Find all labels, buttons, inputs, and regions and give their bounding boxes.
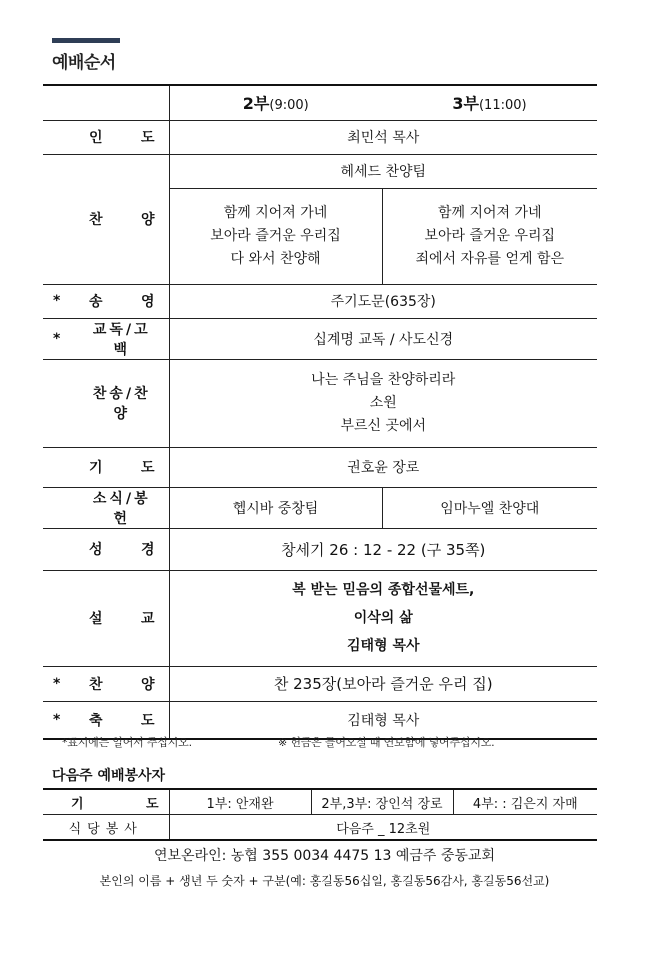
row-benediction: * 축 도 김태형 목사 — [43, 701, 597, 739]
invocation-value: 최민석 목사 — [169, 120, 597, 154]
row-sermon: 설 교 복 받는 믿음의 종합선물세트, 이삭의 삶 김태형 목사 — [43, 570, 597, 666]
next-week-title: 다음주 예배봉사자 — [52, 768, 166, 784]
praise-songs-2: 함께 지어져 가네 보아라 즐거운 우리집 다 와서 찬양해 — [169, 188, 382, 284]
row-praise-team: 찬 양 헤세드 찬양팀 — [43, 154, 597, 188]
praise-team: 헤세드 찬양팀 — [169, 154, 597, 188]
closing-hymn-value: 찬 235장(보아라 즐거운 우리 집) — [169, 666, 597, 701]
row-invocation: 인 도 최민석 목사 — [43, 120, 597, 154]
prayer-value: 권호윤 장로 — [169, 447, 597, 487]
next-prayer-4: 4부: : 김은지 자매 — [453, 789, 597, 815]
row-closing-hymn: * 찬 양 찬 235장(보아라 즐거운 우리 집) — [43, 666, 597, 701]
offering-value-2: 헵시바 중창팀 — [169, 487, 382, 528]
stand-note: *표시에는 일어서 주십시오. — [62, 736, 192, 749]
preacher: 김태형 목사 — [347, 638, 420, 654]
next-meal-row — [43, 815, 597, 841]
next-prayer-row: 기 도 1부: 안재완 2부,3부: 장인석 장로 4부: : 김은지 자매 — [43, 789, 597, 815]
sermon-title: 복 받는 믿음의 종합선물세트, 이삭의 삶 김태형 목사 — [169, 570, 597, 666]
benediction-value: 김태형 목사 — [169, 701, 597, 739]
row-prayer: 기 도 권호윤 장로 — [43, 447, 597, 487]
scripture-value: 창세기 26 : 12 - 22 (구 35쪽) — [169, 528, 597, 570]
row-creed: * 교독/고백 십계명 교독 / 사도신경 — [43, 318, 597, 359]
service-header-row — [43, 85, 597, 120]
offering-value-3: 임마누엘 찬양대 — [382, 487, 597, 528]
hymn-lines: 나는 주님을 찬양하리라 소원 부르신 곳에서 — [169, 359, 597, 447]
worship-order-table — [43, 84, 597, 740]
row-hymn: 찬송/찬양 나는 주님을 찬양하리라 소원 부르신 곳에서 — [43, 359, 597, 447]
meal-value: 다음주 _ 12초원 — [169, 815, 597, 841]
header-bar — [52, 38, 120, 43]
section-title: 예배순서 — [52, 53, 116, 73]
next-prayer-1: 1부: 안재완 — [169, 789, 311, 815]
next-week-table — [43, 788, 597, 841]
row-scripture: 성 경 창세기 26 : 12 - 22 (구 35쪽) — [43, 528, 597, 570]
service-2: 2부(9:00) — [242, 94, 309, 114]
row-doxology: * 송 영 주기도문(635장) — [43, 284, 597, 318]
service-3: 3부(11:00) — [452, 94, 527, 114]
offering-note: ※ 헌금은 들어오실 때 연보함에 넣어주십시오. — [278, 736, 495, 749]
praise-songs-3: 함께 지어져 가네 보아라 즐거운 우리집 죄에서 자유를 얻게 함은 — [382, 188, 597, 284]
creed-value: 십계명 교독 / 사도신경 — [169, 318, 597, 359]
meal-label: 식당봉사 — [43, 815, 169, 841]
bank-info: 연보온라인: 농협 355 0034 4475 13 예금주 중동교회 — [154, 848, 495, 864]
next-prayer-23: 2부,3부: 장인석 장로 — [311, 789, 453, 815]
doxology-value: 주기도문(635장) — [169, 284, 597, 318]
deposit-instructions: 본인의 이름 + 생년 두 숫자 + 구분(예: 홍길동56십일, 홍길동56감사, 홍길동56선교) — [99, 874, 550, 888]
row-offering: 소식/봉헌 헵시바 중창팀 임마누엘 찬양대 — [43, 487, 597, 528]
